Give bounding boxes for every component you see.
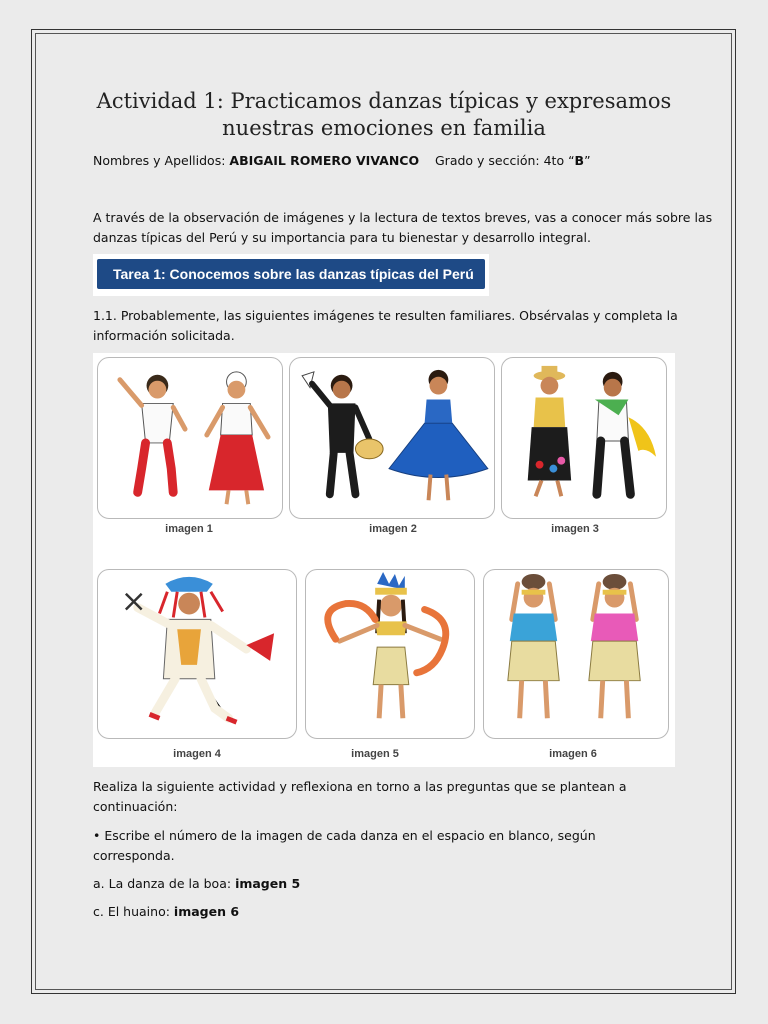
caption-image-1: imagen 1 — [165, 523, 213, 535]
dance-image-2 — [289, 357, 495, 519]
dance-image-3 — [501, 357, 667, 519]
bullet-line-1: • Escribe el número de la imagen de cada danza en el espacio en blanco, según — [93, 828, 596, 843]
activity-instructions — [93, 777, 627, 817]
task-banner-label: Tarea 1: Conocemos sobre las danzas típicas del Perú — [97, 259, 485, 289]
name-label: Nombres y Apellidos: — [93, 153, 230, 168]
caption-image-4: imagen 4 — [173, 748, 221, 760]
answer-c — [93, 902, 239, 922]
dancers-illustration-4 — [98, 570, 296, 738]
answer-a — [93, 874, 300, 894]
intro-line-2: danzas típicas del Perú y su importancia para tu bienestar y desarrollo integral. — [93, 230, 591, 245]
activity-title — [60, 88, 708, 142]
q11-line-1: 1.1. Probablemente, las siguientes imágenes te resulten familiares. Obsérvalas y completa la — [93, 308, 678, 323]
answer-a-label: a. La danza de la boa: — [93, 876, 236, 891]
question-1-1 — [93, 306, 678, 346]
answer-c-label: c. El huaino: — [93, 904, 174, 919]
intro-paragraph — [93, 208, 712, 248]
dance-image-4 — [97, 569, 297, 739]
activity-line-1: Realiza la siguiente actividad y reflexiona en torno a las preguntas que se plantean a — [93, 779, 627, 794]
q11-line-2: información solicitada. — [93, 328, 235, 343]
bullet-instruction — [93, 826, 596, 866]
dancers-illustration-3 — [502, 358, 666, 518]
dancers-illustration-2 — [290, 358, 494, 518]
intro-line-1: A través de la observación de imágenes y la lectura de textos breves, vas a conocer más sobre las — [93, 210, 713, 225]
answer-a-value: imagen 5 — [235, 876, 301, 891]
caption-image-5: imagen 5 — [351, 748, 399, 760]
dancers-illustration-5 — [306, 570, 474, 738]
student-info — [93, 151, 591, 171]
dance-image-1 — [97, 357, 283, 519]
task-banner — [93, 254, 489, 296]
activity-line-2: continuación: — [93, 799, 178, 814]
title-line-1: Actividad 1: Practicamos danzas típicas y expresamos — [96, 89, 672, 113]
grade-close: ” — [584, 153, 591, 168]
caption-image-2: imagen 2 — [369, 523, 417, 535]
dance-images-grid — [93, 353, 675, 767]
title-line-2: nuestras emociones en familia — [222, 116, 546, 140]
dancers-illustration-6 — [484, 570, 668, 738]
caption-image-6: imagen 6 — [549, 748, 597, 760]
grade-value: B — [574, 153, 585, 168]
grade-label: Grado y sección: 4to “ — [435, 153, 575, 168]
caption-image-3: imagen 3 — [551, 523, 599, 535]
dance-image-6 — [483, 569, 669, 739]
dancers-illustration-1 — [98, 358, 282, 518]
bullet-line-2: corresponda. — [93, 848, 175, 863]
answer-c-value: imagen 6 — [173, 904, 240, 919]
name-value: ABIGAIL ROMERO VIVANCO — [229, 153, 420, 168]
dance-image-5 — [305, 569, 475, 739]
